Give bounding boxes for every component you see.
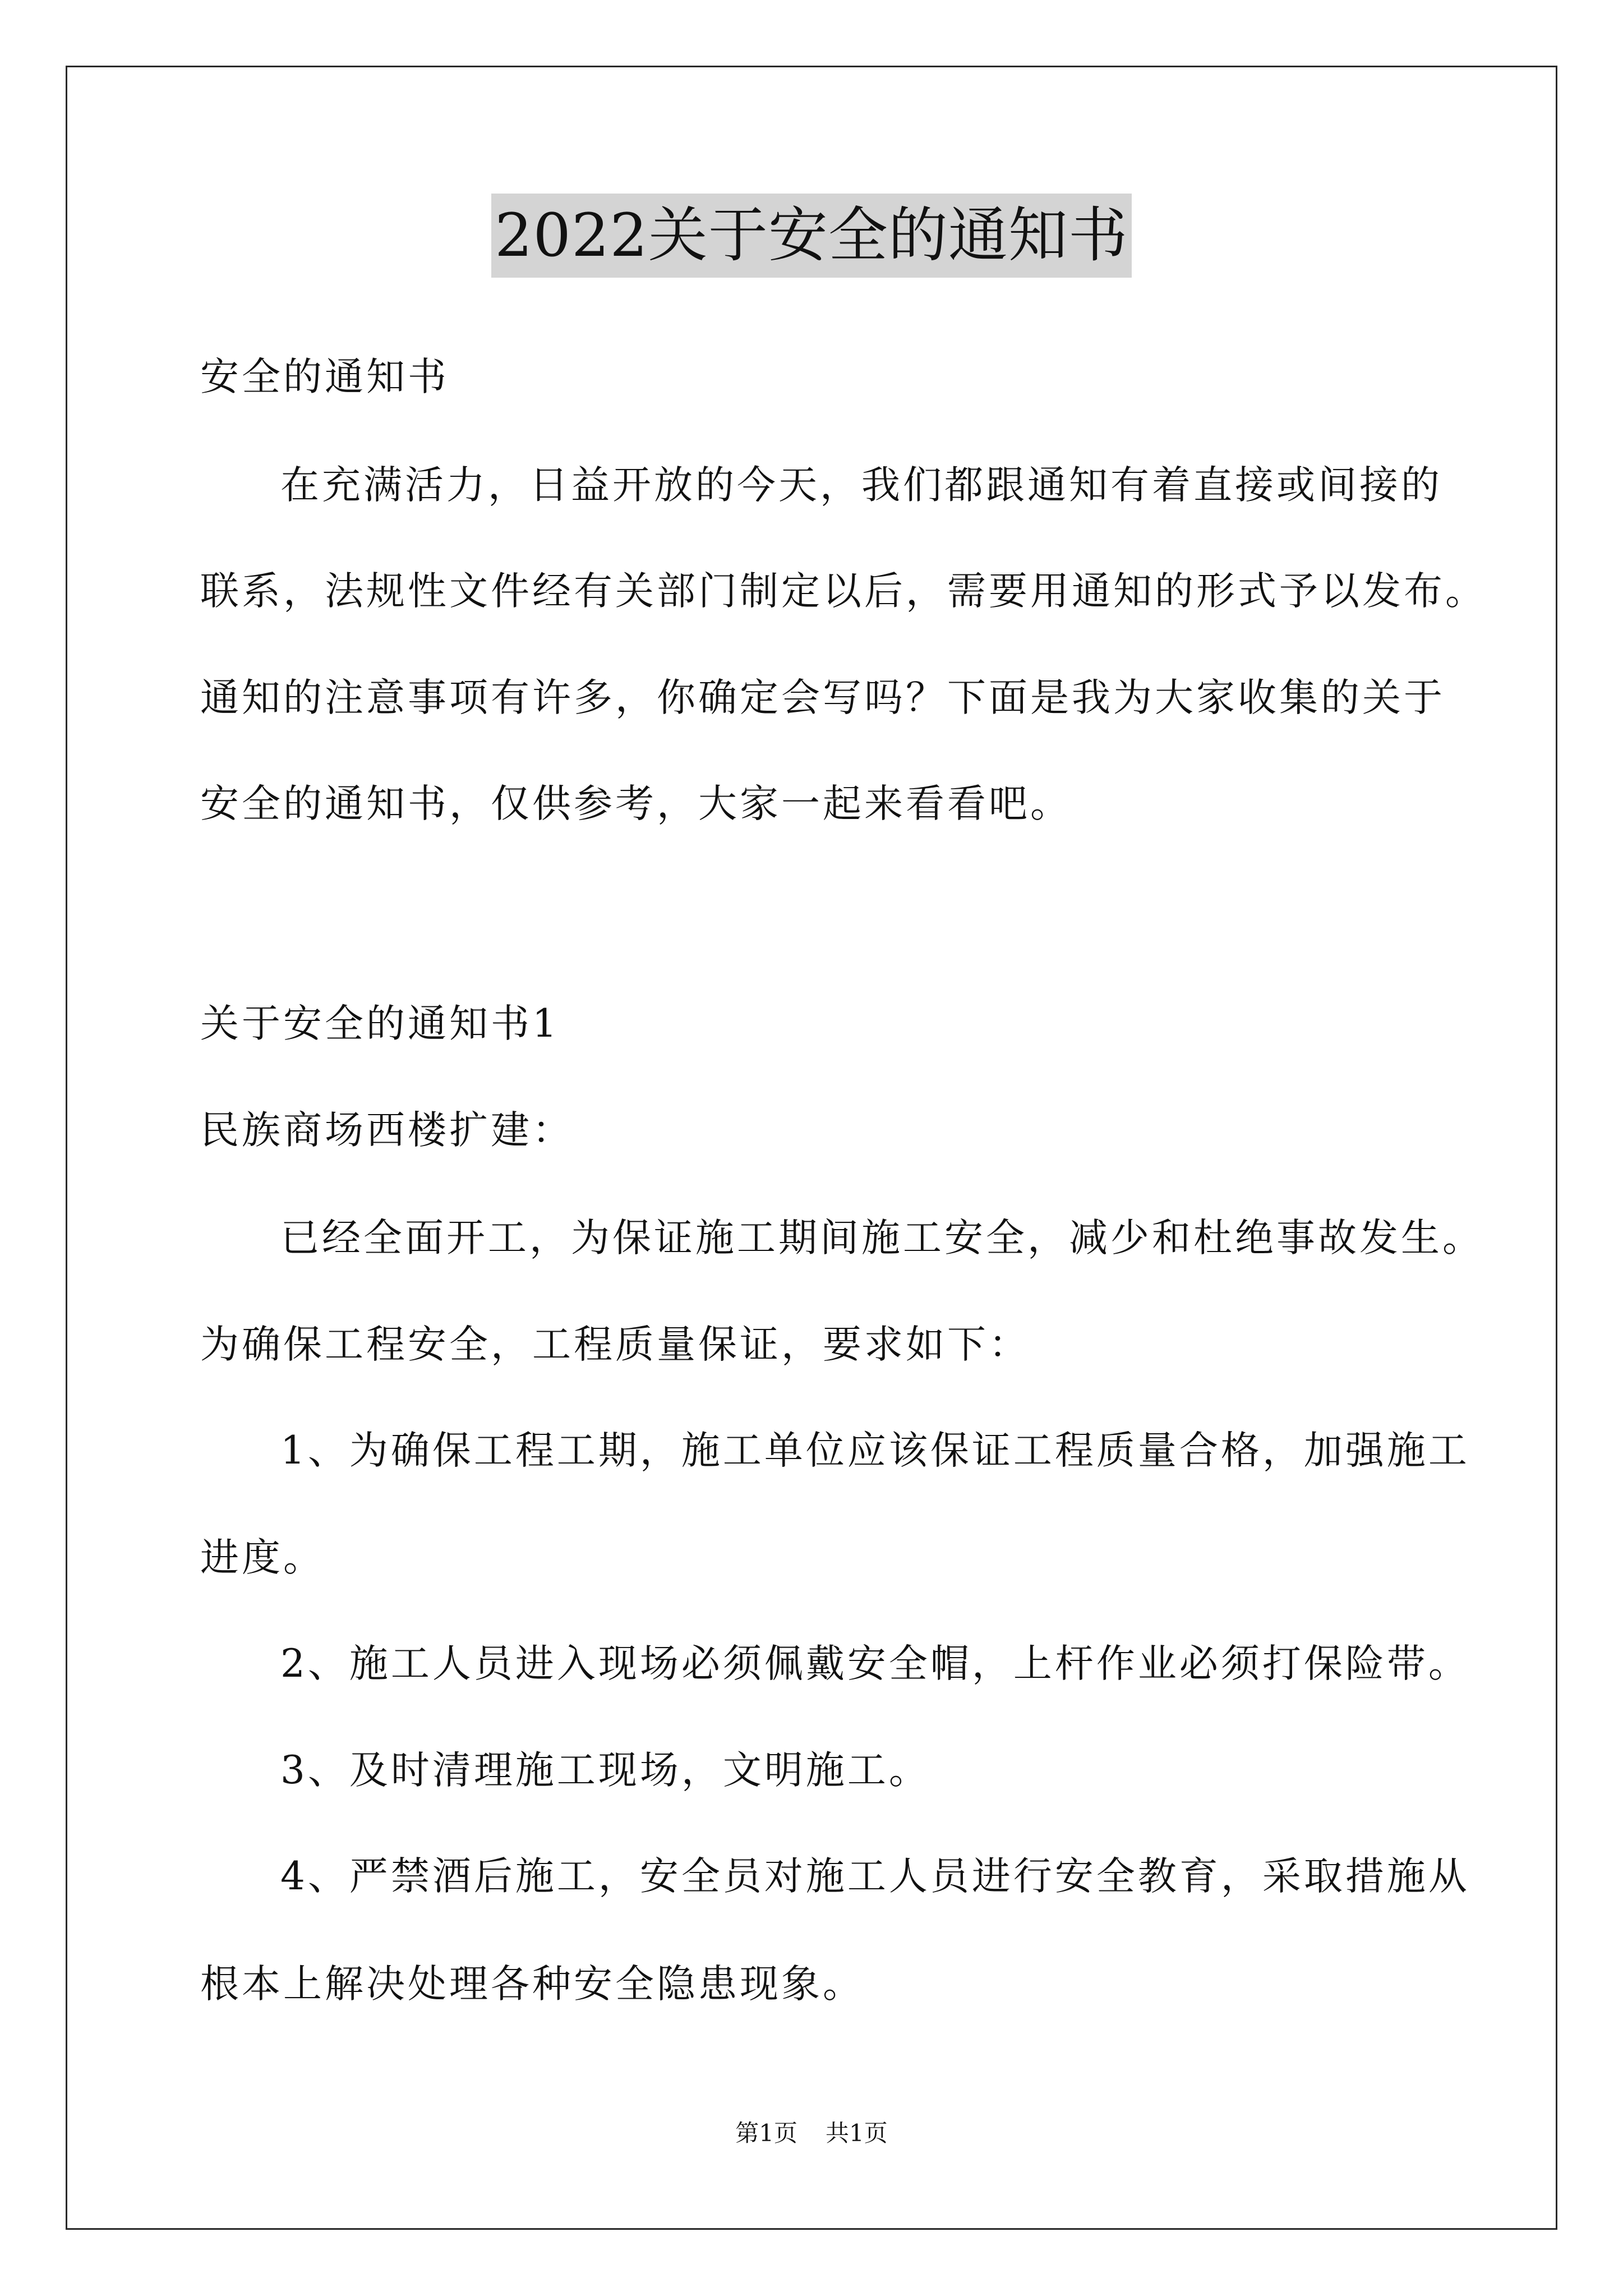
paragraph-line: 通知的注意事项有许多，你确定会写吗？下面是我为大家收集的关于 — [200, 675, 1445, 720]
list-item-line: 进度。 — [200, 1535, 325, 1580]
list-item-line: 3、及时清理施工现场，文明施工。 — [280, 1748, 930, 1793]
addressee-line: 民族商场西楼扩建： — [200, 1108, 574, 1153]
paragraph-line: 已经全面开工，为保证施工期间施工安全，减少和杜绝事故发生。 — [280, 1216, 1484, 1260]
title-block — [0, 194, 1623, 278]
page-number: 第1页 — [735, 2119, 797, 2147]
document-title: 2022关于安全的通知书 — [491, 194, 1132, 278]
page-total: 共1页 — [826, 2119, 888, 2147]
page-footer — [0, 2118, 1623, 2149]
list-item-line: 根本上解决处理各种安全隐患现象。 — [200, 1962, 864, 2007]
paragraph-line: 联系，法规性文件经有关部门制定以后，需要用通知的形式予以发布。 — [200, 569, 1487, 614]
paragraph-line: 安全的通知书，仅供参考，大家一起来看看吧。 — [200, 781, 1072, 826]
list-item-line: 4、严禁酒后施工，安全员对施工人员进行安全教育，采取措施从 — [280, 1854, 1470, 1899]
paragraph-line: 为确保工程安全，工程质量保证，要求如下： — [200, 1322, 1030, 1367]
paragraph-line: 在充满活力，日益开放的今天，我们都跟通知有着直接或间接的 — [280, 463, 1442, 508]
subtitle-line: 安全的通知书 — [200, 355, 449, 399]
list-item-line: 2、施工人员进入现场必须佩戴安全帽，上杆作业必须打保险带。 — [280, 1641, 1470, 1686]
list-item-line: 1、为确保工程工期，施工单位应该保证工程质量合格，加强施工 — [280, 1428, 1470, 1473]
section-heading: 关于安全的通知书1 — [200, 1001, 560, 1046]
